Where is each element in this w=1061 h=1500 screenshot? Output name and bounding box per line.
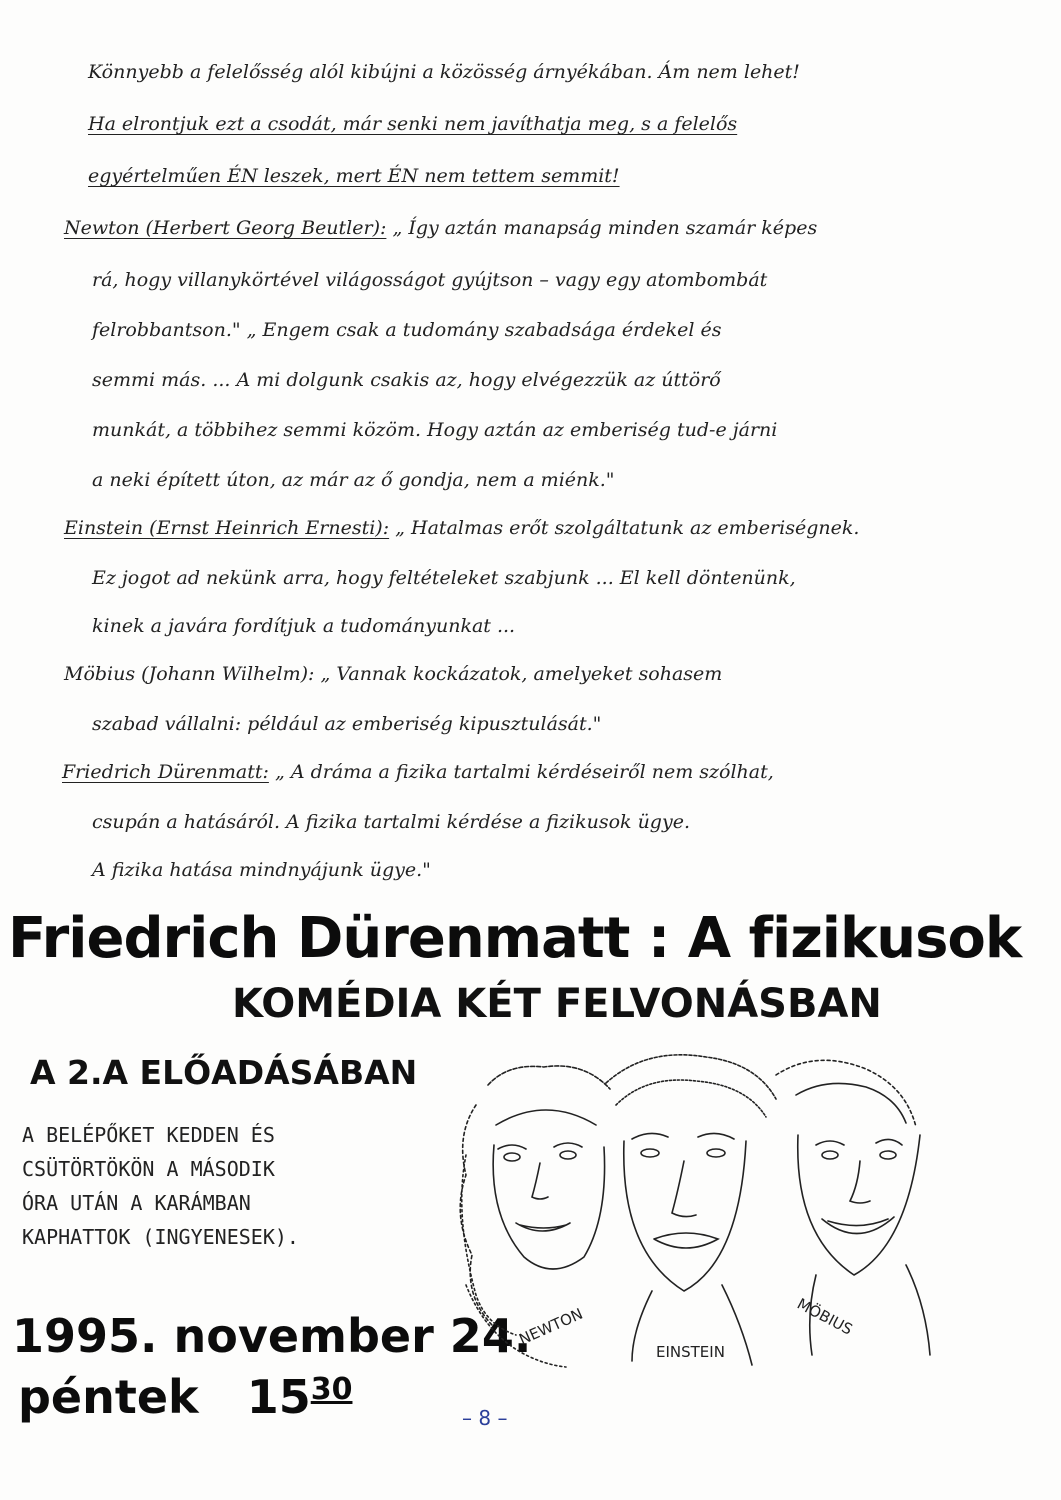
durrenmatt-quote-line-2: csupán a hatásáról. A fizika tartalmi kérdése a fizikusok ügye. xyxy=(92,811,690,833)
einstein-quote-line-3: kinek a javára fordítjuk a tudományunkat ... xyxy=(92,615,516,637)
newton-quote-text-1: „ Így aztán manapság minden szamár képes xyxy=(392,217,818,239)
ticket-notice xyxy=(22,1118,299,1254)
performance-day-time xyxy=(18,1362,352,1425)
performance-date: 1995. november 24. xyxy=(12,1309,532,1363)
durrenmatt-quote-line-3: A fizika hatása mindnyájunk ügye." xyxy=(92,859,431,881)
durrenmatt-quote-text-1: „ A dráma a fizika tartalmi kérdéseiről nem szólhat, xyxy=(274,761,774,783)
handwritten-line-3: egyértelműen ÉN leszek, mert ÉN nem tettem semmit! xyxy=(88,165,620,187)
mobius-label: MÖBIUS xyxy=(794,1294,856,1339)
performance-hour: 15 xyxy=(246,1370,311,1424)
einstein-quote-line-1 xyxy=(64,516,859,540)
newton-label: NEWTON xyxy=(516,1304,586,1349)
newton-quote-line-2: rá, hogy villanykörtével világosságot gyújtson – vagy egy atombombát xyxy=(92,269,768,291)
durrenmatt-speaker: Friedrich Dürenmatt: xyxy=(62,761,269,783)
ticket-notice-line-2: CSÜTÖRTÖKÖN A MÁSODIK xyxy=(22,1157,275,1181)
einstein-quote-text-1: „ Hatalmas erőt szolgáltatunk az emberiségnek. xyxy=(395,517,860,539)
newton-quote-line-1 xyxy=(64,216,817,240)
mobius-quote-line-2: szabad vállalni: például az emberiség kipusztulását." xyxy=(92,713,602,735)
ticket-notice-line-4: KAPHATTOK (INGYENESEK). xyxy=(22,1225,299,1249)
einstein-speaker: Einstein (Ernst Heinrich Ernesti): xyxy=(64,517,390,539)
poster-performance: A 2.A ELŐADÁSÁBAN xyxy=(30,1053,418,1092)
performance-minute: 30 xyxy=(310,1372,353,1407)
ticket-notice-line-1: A BELÉPŐKET KEDDEN ÉS xyxy=(22,1123,275,1147)
ticket-notice-line-3: ÓRA UTÁN A KARÁMBAN xyxy=(22,1191,251,1215)
newton-speaker: Newton (Herbert Georg Beutler): xyxy=(64,217,387,239)
durrenmatt-quote-line-1 xyxy=(62,760,774,784)
newton-face-drawing xyxy=(460,1066,610,1335)
newton-quote-line-4: semmi más. ... A mi dolgunk csakis az, hogy elvégezzük az úttörő xyxy=(92,369,721,391)
mobius-quote-text-1: „ Vannak kockázatok, amelyeket sohasem xyxy=(320,663,723,685)
newton-quote-line-6: a neki épített úton, az már az ő gondja, nem a miénk." xyxy=(92,469,615,491)
mobius-speaker: Möbius (Johann Wilhelm): xyxy=(64,663,315,685)
einstein-quote-line-2: Ez jogot ad nekünk arra, hogy feltételeket szabjunk ... El kell döntenünk, xyxy=(92,567,796,589)
newton-quote-line-3: felrobbantson." „ Engem csak a tudomány szabadsága érdekel és xyxy=(92,319,722,341)
handwritten-line-2: Ha elrontjuk ezt a csodát, már senki nem javíthatja meg, s a felelős xyxy=(88,113,738,135)
three-physicists-sketch xyxy=(436,1045,966,1380)
einstein-face-drawing xyxy=(606,1055,776,1365)
poster-subtitle: KOMÉDIA KÉT FELVONÁSBAN xyxy=(232,981,882,1027)
handwritten-line-1: Könnyebb a felelősség alól kibújni a közösség árnyékában. Ám nem lehet! xyxy=(88,61,800,83)
mobius-quote-line-1 xyxy=(64,662,722,686)
performance-day: péntek xyxy=(18,1370,199,1424)
page-number: – 8 – xyxy=(462,1406,508,1430)
poster-title: Friedrich Dürenmatt : A fizikusok xyxy=(8,906,1022,971)
newton-quote-line-5: munkát, a többihez semmi közöm. Hogy aztán az emberiség tud-e járni xyxy=(92,419,778,441)
einstein-label: EINSTEIN xyxy=(656,1343,725,1361)
